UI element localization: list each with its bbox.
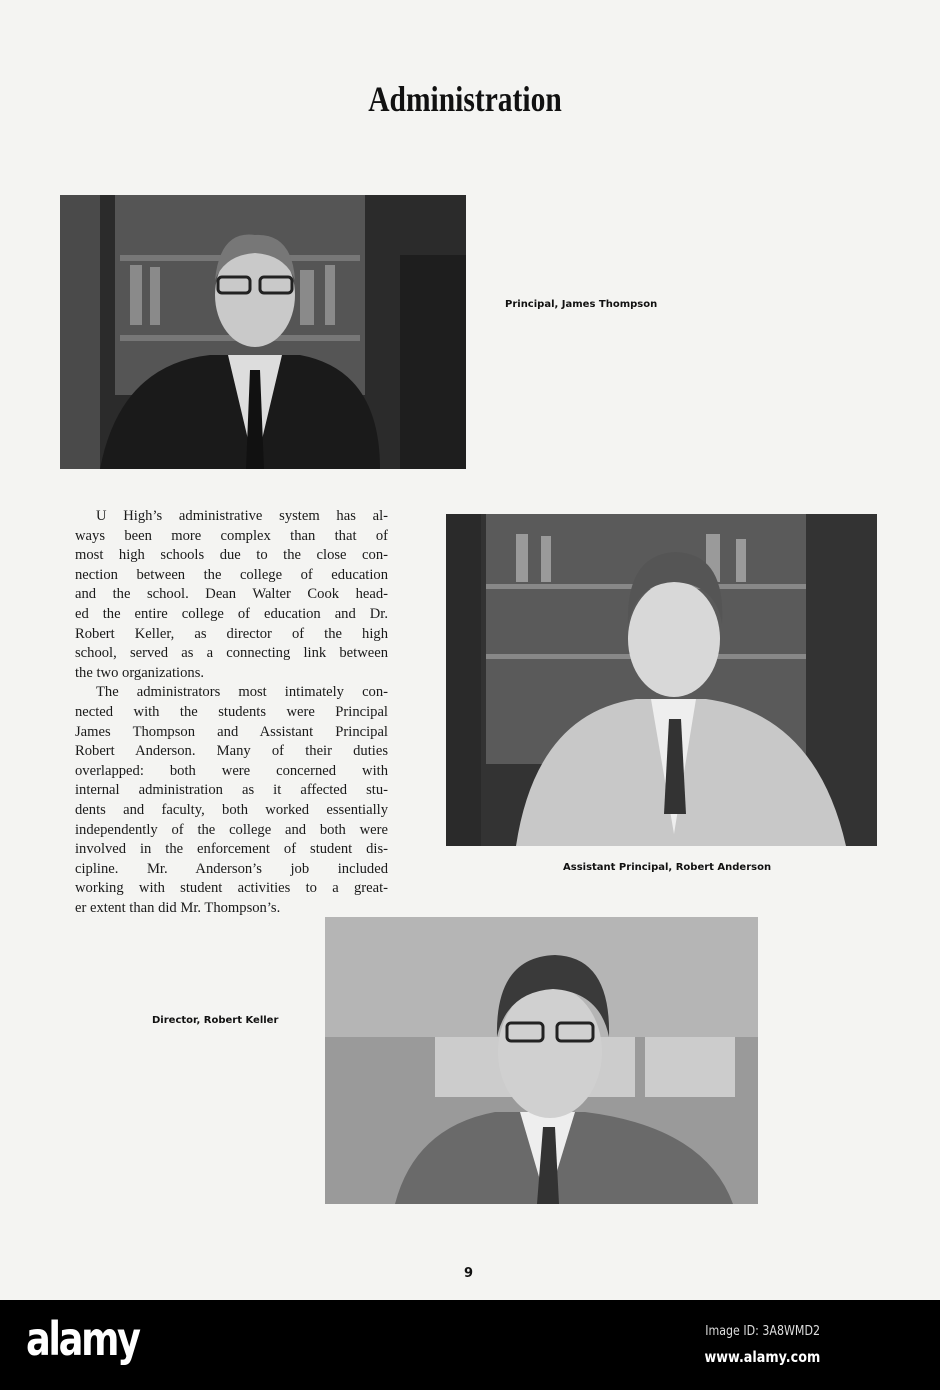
- body-text-line: Robert Anderson. Many of their duties: [75, 743, 388, 760]
- photo-assistant-principal-robert-anderson: [446, 514, 877, 846]
- body-text-line: most high schools due to the close con-: [75, 547, 388, 564]
- watermark-footer: [0, 1300, 940, 1390]
- photo-caption: Director, Robert Keller: [152, 1015, 279, 1026]
- body-text-line: dents and faculty, both worked essentially: [75, 801, 388, 818]
- body-text-line: cipline. Mr. Anderson’s job included: [75, 860, 388, 877]
- photo-caption: Assistant Principal, Robert Anderson: [563, 862, 772, 873]
- body-text-line: overlapped: both were concerned with: [75, 762, 388, 779]
- page-number: 9: [464, 1266, 474, 1281]
- body-text-line: James Thompson and Assistant Principal: [75, 723, 388, 740]
- body-text-line: Robert Keller, as director of the high: [75, 625, 388, 642]
- body-text-line: nection between the college of education: [75, 566, 388, 583]
- body-text-line: independently of the college and both were: [75, 821, 388, 838]
- body-text-line: The administrators most intimately con-: [96, 684, 388, 701]
- photo-caption: Principal, James Thompson: [505, 299, 658, 310]
- website-link: www.alamy.com: [704, 1348, 820, 1366]
- page-title: Administration: [368, 79, 562, 119]
- body-text-line: working with student activities to a great-: [75, 880, 388, 897]
- body-text-line: nected with the students were Principal: [75, 703, 388, 720]
- body-text: [75, 507, 388, 918]
- body-text-line: internal administration as it affected stu-: [75, 782, 388, 799]
- image-id: Image ID: 3A8WMD2: [705, 1324, 820, 1339]
- body-text-line: involved in the enforcement of student dis-: [75, 841, 388, 858]
- body-text-line: the two organizations.: [75, 664, 205, 681]
- body-text-line: and the school. Dean Walter Cook head-: [75, 586, 388, 603]
- alamy-logo: alamy: [26, 1312, 139, 1366]
- body-text-line: U High’s administrative system has al-: [96, 508, 388, 524]
- body-text-line: ed the entire college of education and Dr.: [75, 605, 388, 622]
- photo-director-robert-keller: [325, 917, 758, 1204]
- body-text-line: ways been more complex than that of: [75, 527, 388, 544]
- body-text-line: school, served as a connecting link between: [75, 645, 388, 662]
- photo-principal-james-thompson: [60, 195, 466, 469]
- body-text-line: er extent than did Mr. Thompson’s.: [75, 899, 281, 916]
